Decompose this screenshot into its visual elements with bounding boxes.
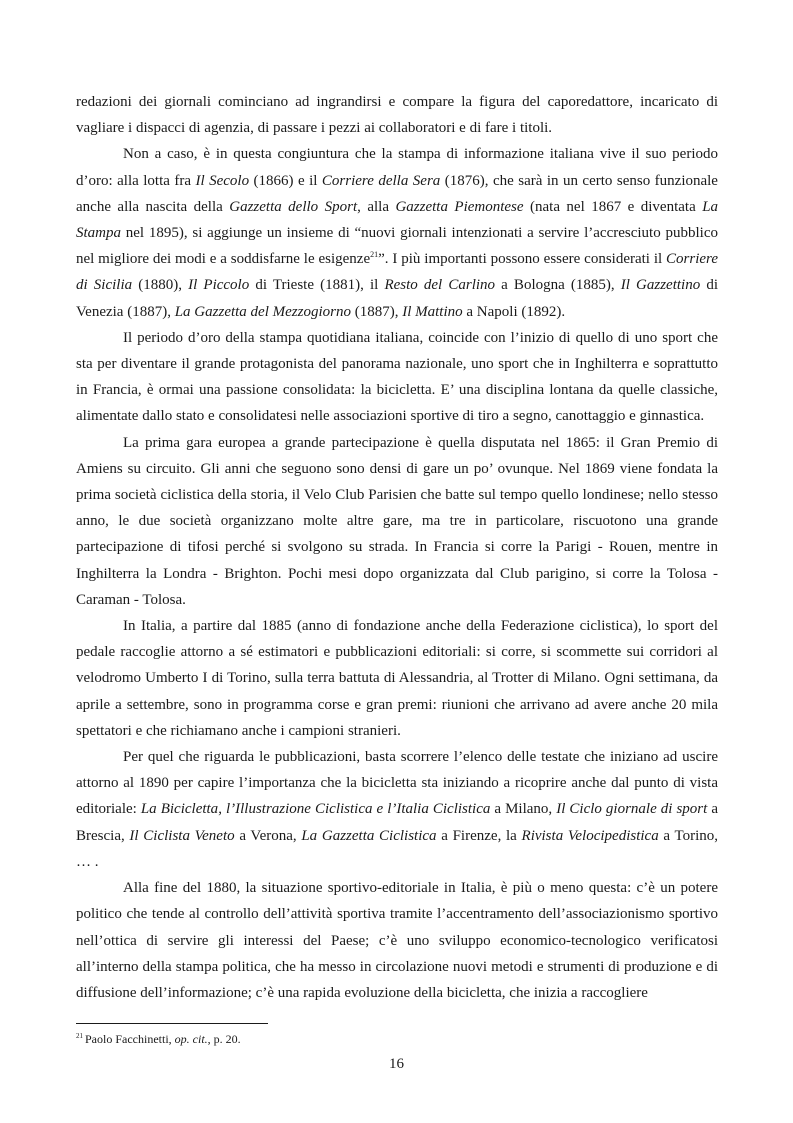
text-run: a Torino, … .: [76, 827, 718, 870]
paragraph: [76, 141, 718, 324]
text-run: ”. I più importanti possono essere considerati il: [378, 251, 667, 268]
paragraph: [76, 744, 718, 875]
text-run: a Napoli (1892).: [462, 303, 566, 320]
text-run: (1866) e il: [249, 172, 322, 189]
text-run: di Trieste (1881), il: [249, 277, 385, 294]
paragraph: [76, 613, 718, 744]
text-run: nel 1895), si aggiunge un insieme di “nuovi giornali intenzionati a servire l’accresciuto pubblico nel migliore dei modi e a soddisfarne le esigenze: [76, 225, 718, 268]
italic-title: La Stampa: [76, 198, 719, 242]
text-run: a Bologna (1885),: [495, 277, 621, 294]
italic-title: La Bicicletta: [140, 801, 219, 818]
body-text: [76, 89, 718, 1006]
text-run: a Brescia,: [76, 801, 718, 844]
italic-title: Il Piccolo: [188, 277, 250, 294]
italic-title: Il Secolo: [195, 172, 250, 189]
text-run: a Verona,: [234, 827, 302, 844]
paragraph: [76, 430, 718, 613]
text-run: a Milano,: [490, 801, 557, 818]
paragraph: [76, 325, 718, 430]
italic-title: Gazzetta dello Sport: [229, 198, 358, 215]
text-run: Alla fine del 1880, la situazione sportivo-editoriale in Italia, è più o meno questa: c’è un potere politico che tende al controllo dell’attività sportiva tramite l’accentramento dell’associazionismo sportivo nell’ottica di servire gli interessi del Paese; c’è uno sviluppo economico-tecnologico verificatosi all’interno della stampa politica, che ha messo in circolazione nuovi metodi e strumenti di produzione e di diffusione dell’informazione; c’è una rapida evoluzione della bicicletta, che inizia a raccogliere: [76, 880, 718, 1001]
text-run: (1880),: [132, 277, 189, 294]
italic-title: l’Illustrazione Ciclistica e l’Italia Ciclistica: [225, 801, 491, 818]
paragraph: [76, 89, 718, 141]
italic-title: Corriere di Sicilia: [76, 251, 718, 294]
footnote-number: 21: [76, 1032, 83, 1040]
footnote-citation: op. cit.: [174, 1032, 208, 1046]
text-run: redazioni dei giornali cominciano ad ingrandirsi e compare la figura del caporedattore, incaricato di vagliare i dispacci di agenzia, di passare i pezzi ai collaboratori e di fare i titoli.: [76, 94, 718, 137]
text-run: Il periodo d’oro della stampa quotidiana italiana, coincide con l’inizio di quello di uno sport che sta per diventare il grande protagonista del panorama nazionale, uno sport che in Inghilterra e soprattutto in Francia, è ormai una passione consolidata: la bicicletta. E’ una disciplina lontana da quelle classiche, alimentate dallo stato e consolidatesi nelle associazioni sportive di tiro a segno, canottaggio e ginnastica.: [76, 329, 718, 425]
text-run: Non a caso, è in questa congiuntura che la stampa di informazione italiana vive il suo periodo d’oro: alla lotta fra: [76, 146, 718, 189]
footnote-page: , p. 20.: [207, 1032, 241, 1046]
text-run: a Firenze, la: [436, 827, 522, 844]
italic-title: Gazzetta Piemontese: [395, 198, 524, 215]
italic-title: Il Ciclista Veneto: [129, 827, 235, 844]
text-run: Per quel che riguarda le pubblicazioni, basta scorrere l’elenco delle testate che iniziano ad uscire attorno al 1890 per capire l’importanza che la bicicletta sta iniziando a ricoprire anche dal punto di vista editoriale:: [76, 749, 718, 818]
italic-title: Rivista Velocipedistica: [521, 827, 659, 844]
italic-title: Il Ciclo giornale di sport: [556, 801, 708, 818]
page-number: 16: [389, 1056, 404, 1072]
footnote-reference: 21: [370, 250, 379, 260]
italic-title: Corriere della Sera: [321, 172, 441, 189]
italic-title: Resto del Carlino: [384, 277, 496, 294]
text-run: di Venezia (1887),: [76, 277, 719, 320]
text-run: In Italia, a partire dal 1885 (anno di fondazione anche della Federazione ciclistica), lo sport del pedale raccoglie attorno a sé estimatori e pubblicazioni editoriali: si corre, si scommette sui corridori al velodromo Umberto I di Torino, sulla terra battuta di Alessandria, al Trotter di Milano. Ogni settimana, da aprile a settembre, sono in programma corse e gran premi: riunioni che arrivano ad avere anche 20 mila spettatori e che richiamano anche i campioni stranieri.: [76, 618, 718, 739]
footnote: [76, 1032, 241, 1047]
italic-title: La Gazzetta Ciclistica: [301, 827, 437, 844]
italic-title: Il Mattino: [402, 303, 463, 320]
footnote-author: Paolo Facchinetti,: [85, 1032, 175, 1046]
text-run: (nata nel 1867 e diventata: [523, 198, 703, 215]
text-run: (1887),: [350, 303, 403, 320]
italic-title: Il Gazzettino: [620, 277, 701, 294]
footnote-separator: [76, 1023, 268, 1024]
text-run: ,: [218, 801, 226, 818]
text-run: (1876), che sarà in un certo senso funzionale anche alla nascita della: [76, 172, 718, 215]
text-run: La prima gara europea a grande partecipazione è quella disputata nel 1865: il Gran Premio di Amiens su circuito. Gli anni che seguono sono densi di gare un po’ ovunque. Nel 1869 viene fondata la prima società ciclistica della storia, il Velo Club Parisien che batte sul tempo quello londinese; nello stesso anno, le due società organizzano molte altre gare, ma tre in particolare, riscuotono una grande partecipazione di tifosi perché si svolgono su strada. In Francia si corre la Parigi - Rouen, mentre in Inghilterra la Londra - Brighton. Pochi mesi dopo organizzata dal Club parigino, si corre la Tolosa - Caraman - Tolosa.: [76, 434, 718, 608]
italic-title: La Gazzetta del Mezzogiorno: [174, 303, 351, 320]
paragraph: [76, 875, 718, 1006]
text-run: , alla: [357, 198, 396, 215]
